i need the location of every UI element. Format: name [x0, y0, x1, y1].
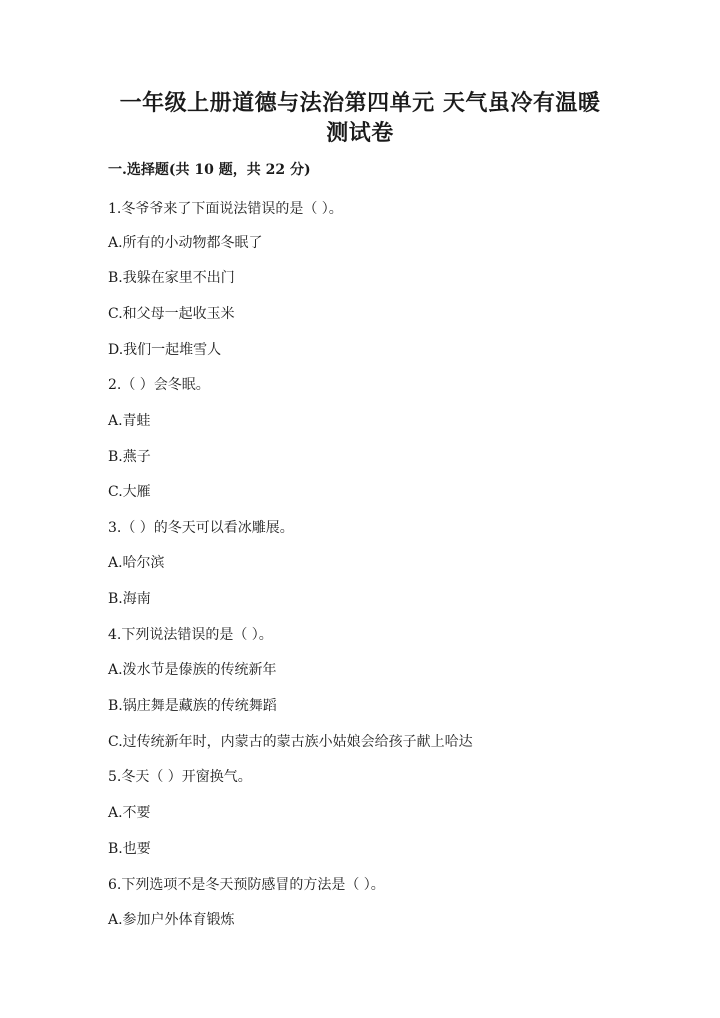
question-option: B.燕子 [108, 449, 151, 465]
question-option: B.锅庄舞是藏族的传统舞蹈 [108, 698, 277, 714]
question-option: C.过传统新年时，内蒙古的蒙古族小姑娘会给孩子献上哈达 [108, 734, 473, 750]
question-stem: 1.冬爷爷来了下面说法错误的是（ ）。 [108, 201, 343, 217]
question-option: A.泼水节是傣族的传统新年 [108, 662, 277, 678]
question-option: C.大雁 [108, 484, 151, 500]
question-stem: 6.下列选项不是冬天预防感冒的方法是（ ）。 [108, 877, 385, 893]
page-title: 一年级上册道德与法治第四单元 天气虽冷有温暖 [119, 90, 601, 116]
question-option: C.和父母一起收玉米 [108, 306, 235, 322]
question-stem: 3.（ ）的冬天可以看冰雕展。 [108, 520, 294, 536]
question-option: B.海南 [108, 591, 151, 607]
question-option: B.也要 [108, 841, 151, 857]
question-stem: 2.（ ）会冬眠。 [108, 377, 210, 393]
question-option: A.哈尔滨 [108, 555, 165, 571]
page-subtitle: 测试卷 [326, 120, 394, 146]
question-stem: 5.冬天（ ）开窗换气。 [108, 769, 252, 785]
question-option: A.参加户外体育锻炼 [108, 912, 235, 928]
question-option: A.青蛙 [108, 413, 151, 429]
question-option: D.我们一起堆雪人 [108, 342, 222, 358]
section-heading: 一.选择题(共 10 题，共 22 分) [108, 162, 311, 178]
question-option: A.所有的小动物都冬眠了 [108, 235, 263, 251]
question-stem: 4.下列说法错误的是（ ）。 [108, 627, 273, 643]
question-option: B.我躲在家里不出门 [108, 270, 235, 286]
question-option: A.不要 [108, 805, 151, 821]
